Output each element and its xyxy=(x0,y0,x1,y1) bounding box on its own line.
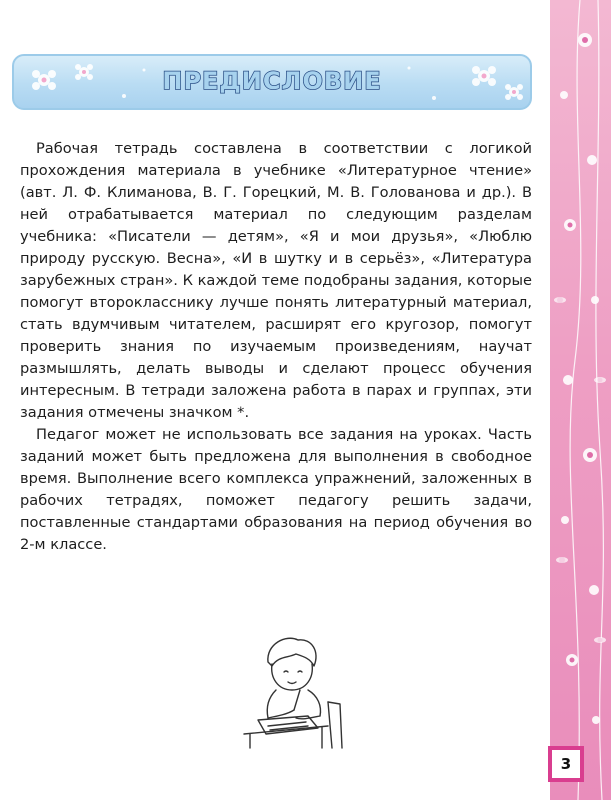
title-banner xyxy=(12,54,532,110)
preface-body xyxy=(20,138,532,556)
floral-pattern-icon xyxy=(550,0,611,800)
floral-side-strip xyxy=(550,0,611,800)
page-title: ПРЕДИСЛОВИЕ xyxy=(162,67,382,95)
boy-writing-illustration xyxy=(228,632,348,750)
paragraph: Педагог может не использовать все задания на уроках. Часть заданий может быть предложена для выполнения в свободное время. Выполнение всего комплекса упражнений, заложенных в рабочих тетрадях, поможет педагогу решить задачи, поставленные стандартами образования на период обучения во 2-м классе. xyxy=(20,426,532,553)
paragraph: Рабочая тетрадь составлена в соответствии с логикой прохождения материала в учебнике «Литературное чтение» (авт. Л. Ф. Климанова, В. Г. Горецкий, М. В. Голованова и др.). В ней отрабатывается материал по следующим разделам учебника: «Писатели — детям», «Я и мои друзья», «Люблю природу русскую. Весна», «И в шутку и в серьёз», «Литература зарубежных стран». К каждой теме подобраны задания, которые помогут второкласснику лучше понять литературный материал, стать вдумчивым читателем, расширят его кругозор, помогут проверить знания по изучаемым произведениям, научат размышлять, делать выводы и сделают процесс обучения интересным. В тетради заложена работа в парах и группах, эти задания отмечены значком *. xyxy=(20,140,532,421)
page-number: 3 xyxy=(560,755,572,773)
page-number-box xyxy=(548,746,584,782)
